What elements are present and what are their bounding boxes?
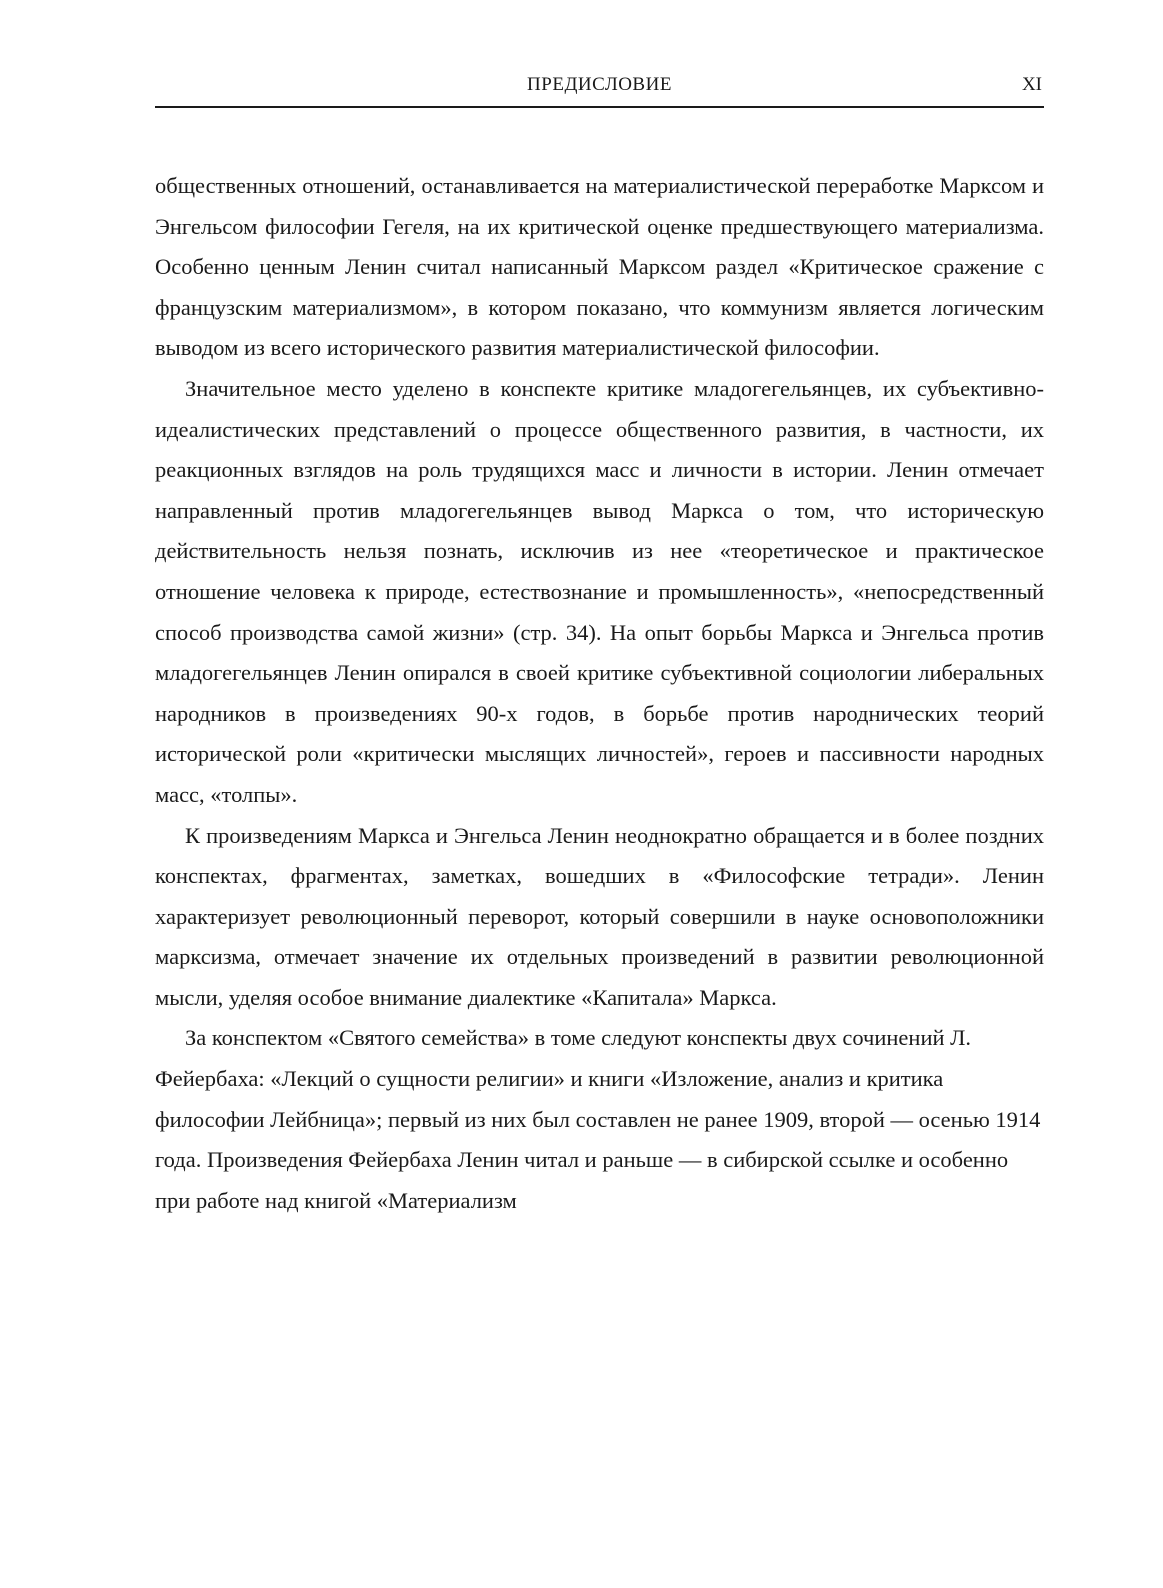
paragraph-4: За конспектом «Святого семейства» в томе следуют конспекты двух сочинений Л. Фейербаха: «Лекций о сущности религии» и книги «Изложение, анализ и критика философии Лейбница»; первый из них был составлен не ранее 1909, второй — осенью 1914 года. Произведения Фейербаха Ленин читал и раньше — в сибирской ссылке и особенно при работе над книгой «Материализм	[155, 1025, 1041, 1213]
paragraph-2: Значительное место уделено в конспекте критике младогегельянцев, их субъективно-идеалистических представлений о процессе общественного развития, в частности, их реакционных взглядов на роль трудящихся масс и личности в истории. Ленин отмечает направленный против младогегельянцев вывод Маркса о том, что историческую действительность нельзя познать, исключив из нее «теоретическое и практическое отношение человека к природе, естествознание и промышленность», «непосредственный способ производства самой жизни» (стр. 34). На опыт борьбы Маркса и Энгельса против младогегельянцев Ленин опирался в своей критике субъективной социологии либеральных народников в произведениях 90-х годов, в борьбе против народнических теорий исторической роли «критически мыслящих личностей», героев и пассивности народных масс, «толпы».	[155, 375, 1044, 807]
page-number: XI	[1021, 74, 1042, 95]
paragraph-3: К произведениям Маркса и Энгельса Ленин неоднократно обращается и в более поздних конспектах, фрагментах, заметках, вошедших в «Философские тетради». Ленин характеризует революционный переворот, который совершили в науке основоположники марксизма, отмечает значение их отдельных произведений в развитии революционной мысли, уделяя особое внимание диалектике «Капитала» Маркса.	[155, 822, 1044, 1010]
running-header	[155, 70, 1044, 108]
running-title: ПРЕДИСЛОВИЕ	[527, 74, 672, 95]
paragraph-1: общественных отношений, останавливается на материалистической переработке Марксом и Энгельсом философии Гегеля, на их критической оценке предшествующего материализма. Особенно ценным Ленин считал написанный Марксом раздел «Критическое сражение с французским материализмом», в котором показано, что коммунизм является логическим выводом из всего исторического развития материалистической философии.	[155, 173, 1044, 361]
body-text	[155, 166, 1044, 1221]
